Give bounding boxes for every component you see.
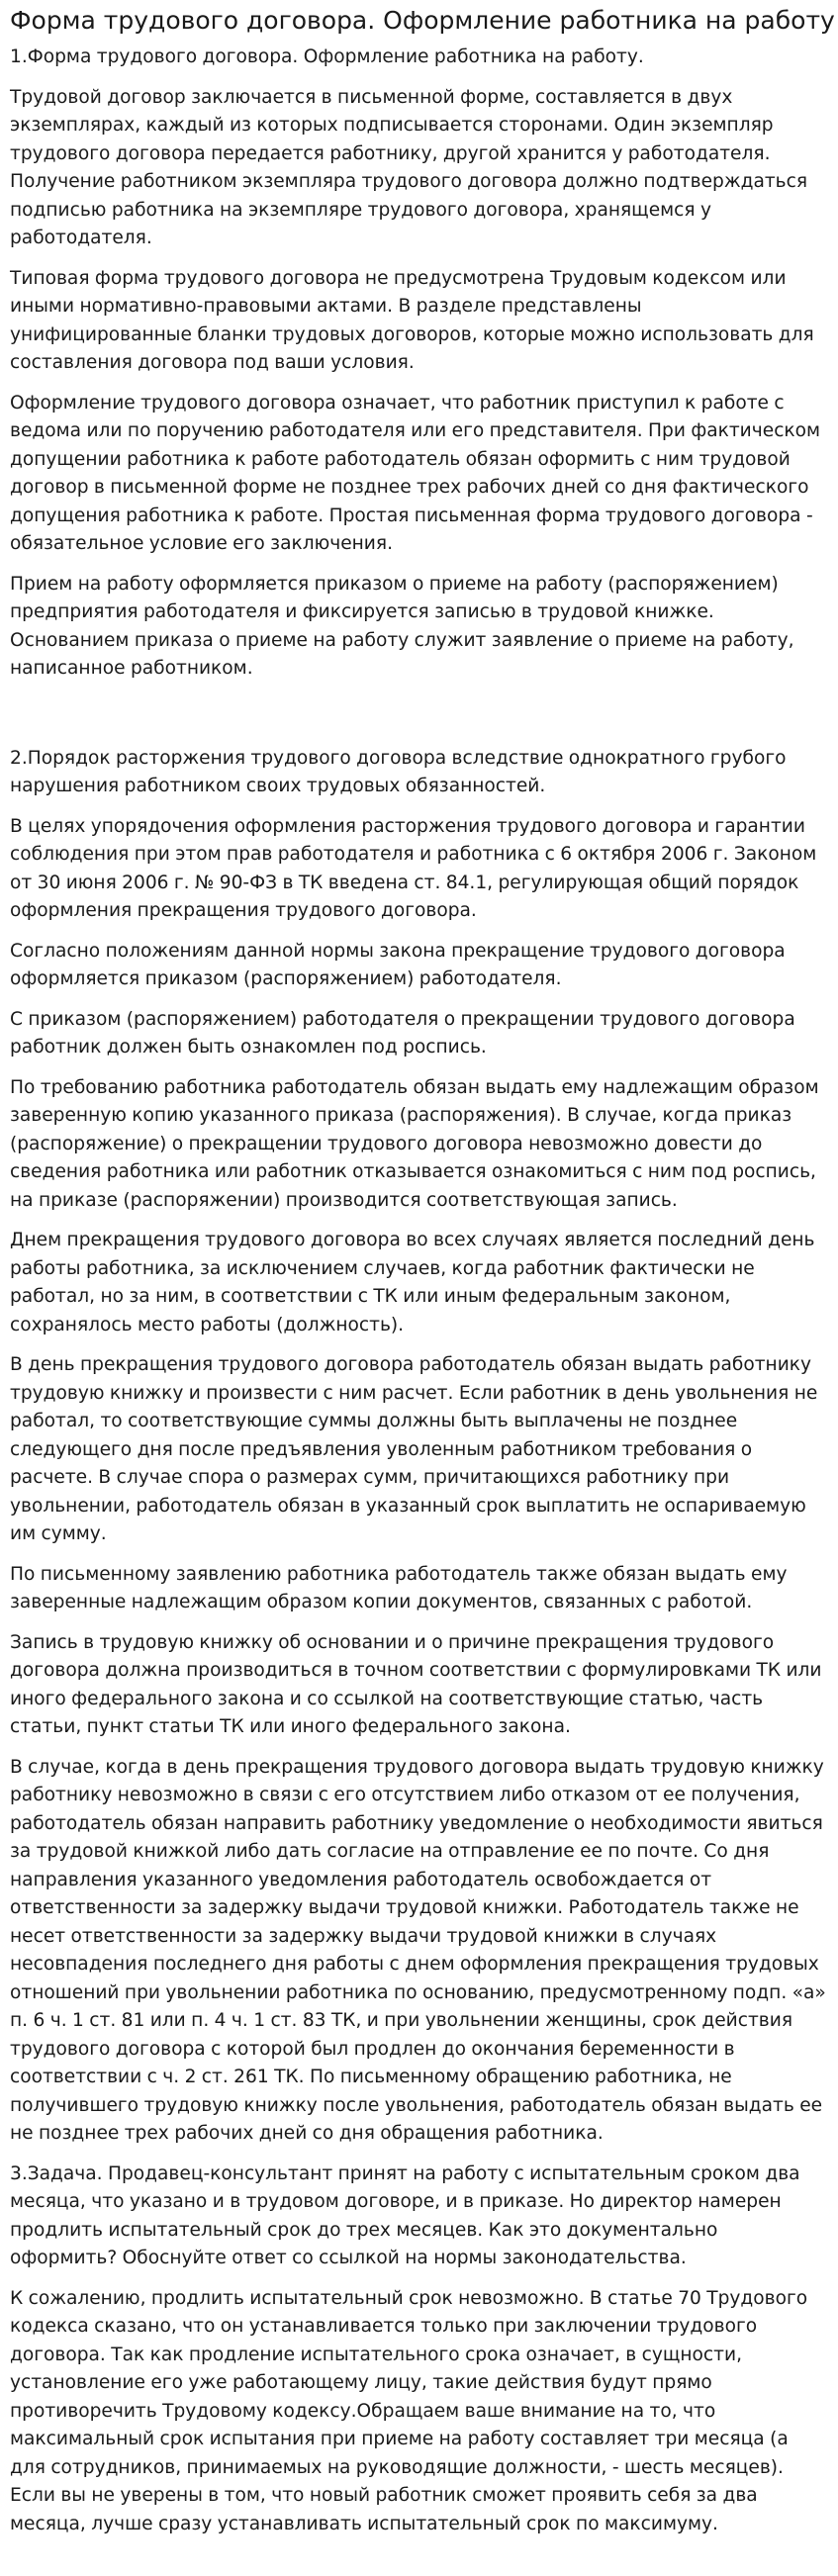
body-paragraph: В день прекращения трудового договора работодатель обязан выдать работнику трудовую книжку и произвести с ним расчет. Если работник в день увольнения не работал, то соответствующие суммы должны быть выплачены не позднее следующего дня после предъявления уволенным работником требования о расчете. В случае спора о размерах сумм, причитающихся работнику при увольнении, работодатель обязан в указанный срок выплатить не оспариваемую им сумму. — [10, 1354, 818, 1544]
body-paragraph: В случае, когда в день прекращения трудового договора выдать трудовую книжку работнику невозможно в связи с его отсутствием либо отказом от ее получения, работодатель обязан направить работнику уведомление о необходимости явиться за трудовой книжкой либо дать согласие на отправление ее по почте. Со дня направления указанного уведомления работодатель освобождается от ответственности за задержку выдачи трудовой книжки. Работодатель также не несет ответственности за задержку выдачи трудовой книжки в случаях несовпадения последнего дня работы с днем оформления прекращения трудовых отношений при увольнении работника по основанию, предусмотренному подп. «а» п. 6 ч. 1 ст. 81 или п. 4 ч. 1 ст. 83 ТК, и при увольнении женщины, срок действия трудового договора с которой был продлен до окончания беременности в соответствии с ч. 2 ст. 261 ТК. По письменному обращению работника, не получившего трудовую книжку после увольнения, работодатель обязан выдать ее не позднее трех рабочих дней со дня обращения работника. — [10, 1756, 826, 2144]
body-paragraph: Днем прекращения трудового договора во всех случаях является последний день работы работника, за исключением случаев, когда работник фактически не работал, но за ним, в соответствии с ТК или иным федеральным законом, сохранялось место работы (должность). — [10, 1230, 815, 1335]
body-paragraph: Оформление трудового договора означает, что работник приступил к работе с ведома или по поручению работодателя или его представителя. При фактическом допущении работника к работе работодатель обязан оформить с ним трудовой договор в письменной форме не позднее трех рабочих дней со дня фактического допущения работника к работе. Простая письменная форма трудового договора - обязательное условие его заключения. — [10, 392, 821, 554]
body-paragraph: В целях упорядочения оформления расторжения трудового договора и гарантии соблюдения при этом прав работодателя и работника с 6 октября 2006 г. Законом от 30 июня 2006 г. № 90-ФЗ в ТК введена ст. 84.1, регулирующая общий порядок оформления прекращения трудового договора. — [10, 815, 817, 921]
body-paragraph: По письменному заявлению работника работодатель также обязан выдать ему заверенные надлежащим образом копии документов, связанных с работой. — [10, 1563, 788, 1612]
section-heading: 1.Форма трудового договора. Оформление работника на работу. — [10, 46, 644, 67]
document-body — [10, 44, 828, 2538]
document-section-2 — [10, 745, 828, 2539]
body-paragraph: Трудовой договор заключается в письменной форме, составляется в двух экземплярах, каждый из которых подписывается сторонами. Один экземпляр трудового договора передается работнику, другой хранится у работодателя. Получение работником экземпляра трудового договора должно подтверждаться подписью работника на экземпляре трудового договора, хранящемся у работодателя. — [10, 86, 808, 248]
body-paragraph: 3.Задача. Продавец-консультант принят на работу с испытательным сроком два месяца, что указано и в трудовом договоре, и в приказе. Но директор намерен продлить испытательный срок до трех месяцев. Как это документально оформить? Обоснуйте ответ со ссылкой на нормы законодательства. — [10, 2162, 800, 2268]
body-paragraph: Прием на работу оформляется приказом о приеме на работу (распоряжением) предприятия работодателя и фиксируется записью в трудовой книжке. Основанием приказа о приеме на работу служит заявление о приеме на работу, написанное работником. — [10, 573, 794, 679]
body-paragraph: Запись в трудовую книжку об основании и о причине прекращения трудового договора должна производиться в точном соответствии с формулировками ТК или иного федерального закона и со ссылкой на соответствующие статью, часть статьи, пункт статьи ТК или иного федерального закона. — [10, 1631, 822, 1737]
body-paragraph: К сожалению, продлить испытательный срок невозможно. В статье 70 Трудового кодекса сказано, что он устанавливается только при заключении трудового договора. Так как продление испытательного срока означает, в сущности, установление его уже работающему лицу, такие действия будут прямо противоречить Трудовому кодексу.Обращаем ваше внимание на то, что максимальный срок испытания при приеме на работу составляет три месяца (а для сотрудников, принимаемых на руководящие должности, - шесть месяцев). Если вы не уверены в том, что новый работник сможет проявить себя за два месяца, лучше сразу устанавливать испытательный срок по максимуму. — [10, 2287, 808, 2534]
document-section-1 — [10, 44, 828, 684]
section-spacer — [10, 695, 828, 745]
document-title: Форма трудового договора. Оформление работника на работу — [10, 6, 835, 35]
body-paragraph: Типовая форма трудового договора не предусмотрена Трудовым кодексом или иными нормативно-правовыми актами. В разделе представлены унифицированные бланки трудовых договоров, которые можно использовать для составления договора под ваши условия. — [10, 267, 814, 373]
document-page — [0, 6, 838, 2570]
body-paragraph: Согласно положениям данной нормы закона прекращение трудового договора оформляется приказом (распоряжением) работодателя. — [10, 940, 786, 989]
body-paragraph: С приказом (распоряжением) работодателя о прекращении трудового договора работник должен быть ознакомлен под роспись. — [10, 1008, 795, 1058]
section-heading: 2.Порядок расторжения трудового договора вследствие однократного грубого нарушения работником своих трудовых обязанностей. — [10, 747, 787, 796]
body-paragraph: По требованию работника работодатель обязан выдать ему надлежащим образом заверенную копию указанного приказа (распоряжения). В случае, когда приказ (распоряжение) о прекращении трудового договора невозможно довести до сведения работника или работник отказывается ознакомиться с ним под роспись, на приказе (распоряжении) производится соответствующая запись. — [10, 1076, 819, 1211]
